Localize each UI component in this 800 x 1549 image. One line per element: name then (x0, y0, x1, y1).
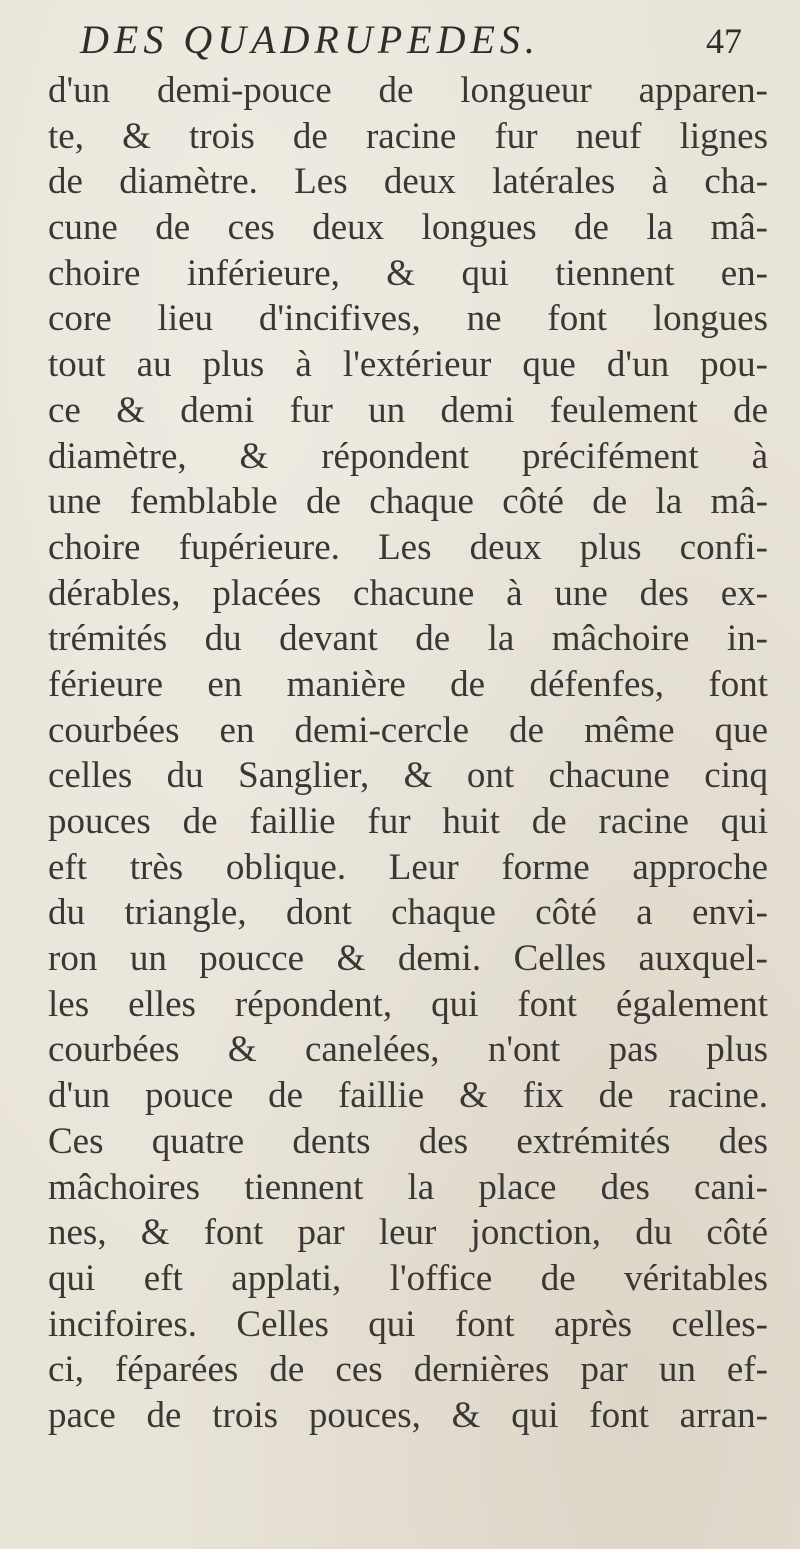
text-line: choire fupérieure. Les deux plus confi- (48, 526, 768, 568)
text-line: celles du Sanglier, & ont chacune cinq (48, 755, 768, 797)
text-line: une femblable de chaque côté de la mâ- (48, 481, 768, 523)
text-line: ci, féparées de ces dernières par un ef- (48, 1349, 768, 1391)
text-line: dérables, placées chacune à une des ex- (48, 572, 768, 614)
text-line: les elles répondent, qui font également (48, 983, 768, 1025)
text-line: ce & demi fur un demi feulement de (48, 389, 768, 431)
text-line: pace de trois pouces, & qui font arran- (48, 1394, 768, 1436)
text-line: férieure en manière de défenfes, font (48, 663, 768, 705)
running-head-title: DES QUADRUPEDES. (80, 17, 540, 62)
text-line: incifoires. Celles qui font après celles- (48, 1303, 768, 1345)
page-number: 47 (706, 21, 742, 61)
body-text (48, 68, 768, 1439)
text-line: d'un demi-pouce de longueur apparen- (48, 70, 768, 111)
text-line: courbées en demi-cercle de même que (48, 709, 768, 751)
text-line: trémités du devant de la mâchoire in- (48, 618, 768, 660)
text-line: du triangle, dont chaque côté a envi- (48, 892, 768, 934)
text-line: mâchoires tiennent la place des cani- (48, 1166, 768, 1208)
text-line: d'un pouce de faillie & fix de racine. (48, 1075, 768, 1117)
text-line: choire inférieure, & qui tiennent en- (48, 252, 768, 294)
text-line: core lieu d'incifives, ne font longues (48, 298, 768, 340)
text-line: de diamètre. Les deux latérales à cha- (48, 161, 768, 203)
text-line: nes, & font par leur jonction, du côté (48, 1212, 768, 1254)
text-line: qui eft applati, l'office de véritables (48, 1257, 768, 1299)
text-line: eft très oblique. Leur forme approche (48, 846, 768, 888)
text-line: te, & trois de racine fur neuf lignes (48, 115, 768, 157)
text-line: tout au plus à l'extérieur que d'un pou- (48, 344, 768, 386)
text-line: ron un poucce & demi. Celles auxquel- (48, 938, 768, 980)
text-line: Ces quatre dents des extrémités des (48, 1120, 768, 1162)
text-line: courbées & canelées, n'ont pas plus (48, 1029, 768, 1071)
text-line: cune de ces deux longues de la mâ- (48, 207, 768, 249)
running-head (0, 16, 800, 66)
text-line: pouces de faillie fur huit de racine qui (48, 801, 768, 842)
text-line: diamètre, & répondent précifément à (48, 435, 768, 477)
